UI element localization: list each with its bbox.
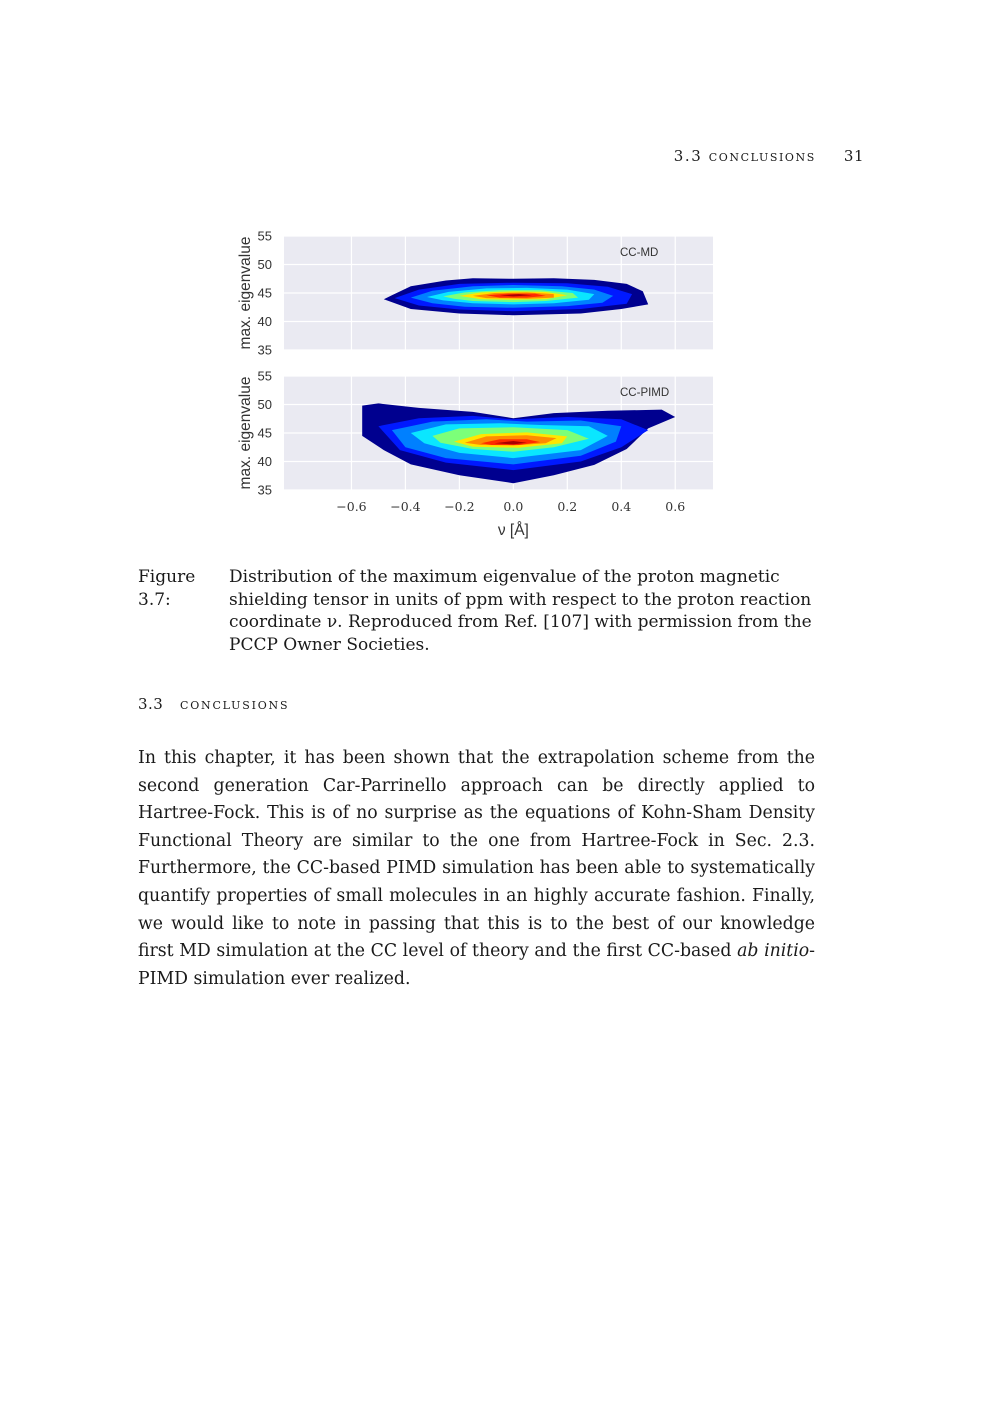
paragraph [138, 745, 815, 993]
y-tick-label: 55 [257, 228, 272, 244]
y-tick-label: 45 [257, 425, 272, 441]
caption-label: Figure 3.7: [138, 567, 196, 610]
y-tick-label: 50 [257, 397, 272, 412]
figure-caption [138, 566, 816, 656]
paragraph-emphasis: ab initio [737, 941, 810, 962]
section-title: conclusions [180, 695, 290, 713]
y-tick-label: 40 [257, 454, 272, 469]
x-tick-label: −0.4 [390, 499, 421, 514]
x-tick-label: 0.4 [611, 499, 632, 514]
section-number: 3.3 [138, 695, 164, 713]
figure-3-7 [0, 0, 1000, 545]
y-tick-label: 50 [257, 257, 272, 272]
y-tick-label: 40 [257, 314, 272, 329]
y-tick-label: 35 [257, 342, 272, 358]
x-axis-label: ν [Å] [497, 522, 529, 539]
paragraph-text-end: -PIMD simulation ever realized. [138, 941, 815, 989]
y-axis-label: max. eigenvalue [237, 236, 254, 350]
x-tick-label: −0.2 [444, 499, 475, 514]
y-axis-label: max. eigenvalue [237, 376, 254, 490]
x-tick-label: −0.6 [336, 499, 367, 514]
x-tick-label: 0.6 [665, 499, 686, 514]
panel-title: CC-PIMD [620, 387, 670, 399]
x-tick-label: 0.2 [557, 499, 578, 514]
panel-title: CC-MD [620, 247, 659, 259]
page-number: 31 [843, 147, 864, 165]
y-tick-label: 35 [257, 482, 272, 498]
y-tick-label: 45 [257, 285, 272, 301]
section-heading [138, 695, 289, 713]
body-text [138, 745, 815, 993]
header-section-label: 3.3 conclusions [673, 147, 816, 165]
x-tick-label: 0.0 [503, 499, 524, 514]
y-tick-label: 55 [257, 368, 272, 384]
caption-text: Distribution of the maximum eigenvalue of the proton magnetic shielding tensor in units of ppm with respect to the proton reaction coordinate ν. Reproduced from Ref. [107] with permission from the PCCP Owner Societies. [229, 567, 812, 655]
paragraph-text: In this chapter, it has been shown that the extrapolation scheme from the second generation Car-Parrinello approach can be directly applied to Hartree-Fock. This is of no surprise as the equations of Kohn-Sham Density Functional Theory are similar to the one from Hartree-Fock in Sec. 2.3. Furthermore, the CC-based PIMD simulation has been able to systematically quantify properties of small molecules in an highly accurate fashion. Finally, we would like to note in passing that this is to the best of our knowledge first MD simulation at the CC level of theory and the first CC-based [138, 748, 815, 962]
